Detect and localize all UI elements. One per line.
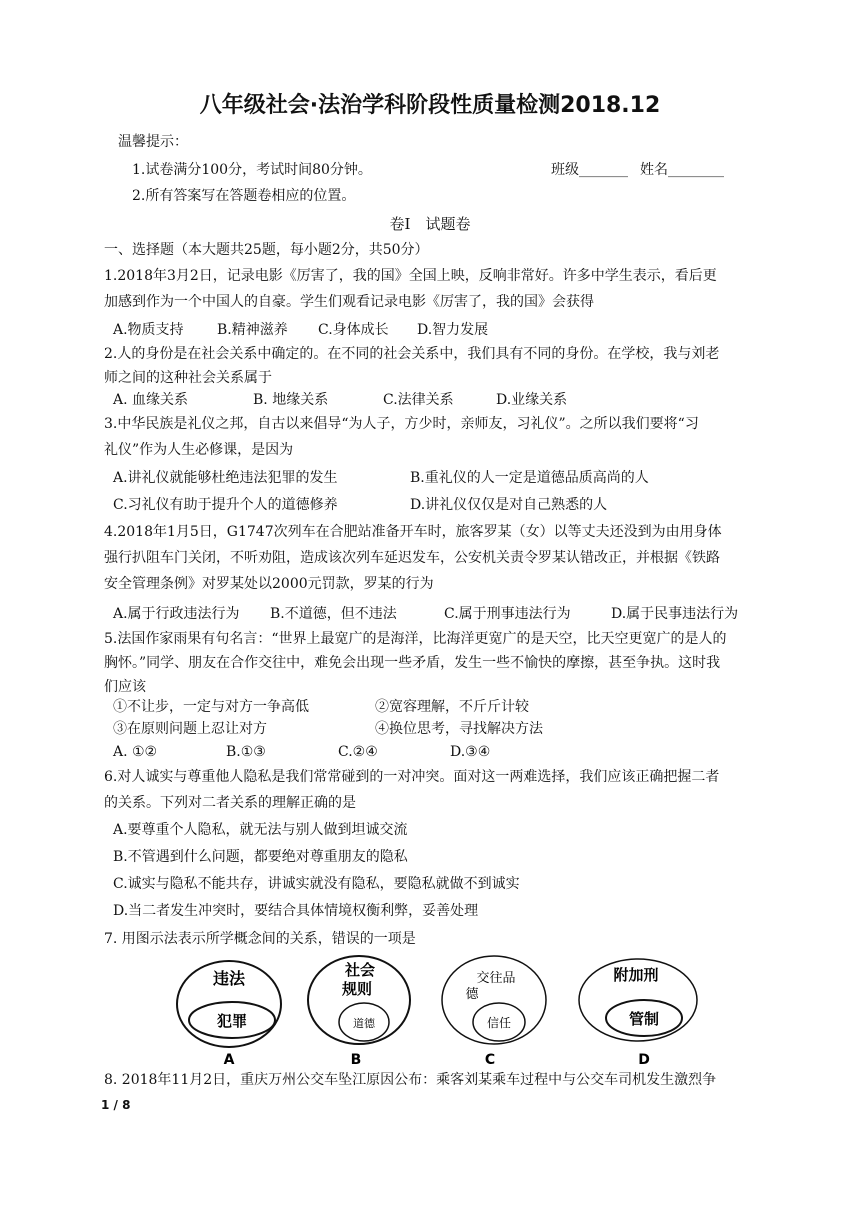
q5-option-d: D.③④ [450,744,491,760]
question-2-line-2: 师之间的这种社会关系属于 [104,370,272,386]
diagram-c-inner-label: 信任 [486,1016,512,1030]
page-title: 八年级社会·法治学科阶段性质量检测2018.12 [199,93,661,118]
diagram-b-letter: B [350,1052,362,1068]
q3-option-c: C.习礼仪有助于提升个人的道德修养 [113,497,338,513]
question-5-line-2: 胸怀。”同学、朋友在合作交往中，难免会出现一些矛盾，发生一些不愉快的摩擦，甚至争执。这时我 [104,655,721,671]
q4-option-a: A.属于行政违法行为 [113,606,240,622]
question-4-line-2: 强行扒阻车门关闭，不听劝阻，造成该次列车延迟发车，公安机关责令罗某认错改正，并根据《铁路 [104,550,720,566]
tips-label: 温馨提示： [118,134,188,150]
diagram-b-outer-label-1: 社会 [344,961,376,979]
diagram-a-letter: A [223,1052,235,1068]
question-2-line-1: 2.人的身份是在社会关系中确定的。在不同的社会关系中，我们具有不同的身份。在学校，我与刘老 [104,346,720,362]
q6-option-b: B.不管遇到什么问题，都要绝对尊重朋友的隐私 [113,849,408,865]
diagram-b-outer-label-2: 规则 [341,980,373,998]
diagram-c-outer-label-1: 交往品 [476,971,516,986]
q5-option-b: B.①③ [226,744,266,760]
q5-statement-3: ③在原则问题上忍让对方 [113,721,267,737]
q6-option-c: C.诚实与隐私不能共存，讲诚实就没有隐私，要隐私就做不到诚实 [113,876,520,892]
q4-option-d: D.属于民事违法行为 [611,606,739,622]
question-1-line-2: 加感到作为一个中国人的自豪。学生们观看记录电影《厉害了，我的国》会获得 [104,294,594,310]
q4-option-b: B.不道德，但不违法 [270,606,397,622]
diagram-b-inner-label: 道德 [353,1017,375,1030]
class-field: 班级_______ [551,162,628,178]
diagram-c-outer-label-2: 德 [465,987,479,1002]
question-4-line-3: 安全管理条例》对罗某处以2000元罚款，罗某的行为 [104,576,434,592]
q3-option-a: A.讲礼仪就能够杜绝违法犯罪的发生 [113,470,338,486]
name-field: 姓名________ [640,162,724,178]
tip-1: 1.试卷满分100分，考试时间80分钟。 [132,162,372,178]
q4-option-c: C.属于刑事违法行为 [444,606,571,622]
question-6-line-1: 6.对人诚实与尊重他人隐私是我们常常碰到的一对冲突。面对这一两难选择，我们应该正确把握二者 [104,769,720,785]
question-3-line-2: 礼仪”作为人生必修课，是因为 [104,442,294,458]
q6-option-a: A.要尊重个人隐私，就无法与别人做到坦诚交流 [113,822,408,838]
page-number: 1 / 8 [101,1098,131,1112]
question-1-line-1: 1.2018年3月2日，记录电影《厉害了，我的国》全国上映，反响非常好。许多中学生表示，看后更 [104,268,717,284]
q3-option-d: D.讲礼仪仅仅是对自己熟悉的人 [410,497,608,513]
q2-option-c: C.法律关系 [383,392,454,408]
diagram-c-letter: C [484,1052,496,1068]
q2-option-b: B. 地缘关系 [253,392,329,408]
diagram-a-outer-label: 违法 [212,969,246,988]
question-3-line-1: 3.中华民族是礼仪之邦，自古以来倡导“为人子，方少时，亲师友，习礼仪”。之所以我们要将“习 [104,416,699,432]
diagram-d-inner-label: 管制 [628,1010,660,1028]
question-5-line-3: 们应该 [104,679,146,695]
q6-option-d: D.当二者发生冲突时，要结合具体情境权衡利弊，妥善处理 [113,903,479,919]
q5-statement-2: ②宽容理解，不斤斤计较 [375,699,529,715]
q3-option-b: B.重礼仪的人一定是道德品质高尚的人 [410,470,649,486]
q1-option-a: A.物质支持 [113,322,184,338]
question-4-line-1: 4.2018年1月5日，G1747次列车在合肥站准备开车时，旅客罗某（女）以等丈夫还没到为由用身体 [104,524,722,540]
question-8-line-1: 8. 2018年11月2日，重庆万州公交车坠江原因公布：乘客刘某乘车过程中与公交车司机发生激烈争 [104,1072,717,1088]
question-7-line-1: 7. 用图示法表示所学概念间的关系，错误的一项是 [104,931,416,947]
question-5-line-1: 5.法国作家雨果有句名言：“世界上最宽广的是海洋，比海洋更宽广的是天空，比天空更宽广的是人的 [104,631,727,647]
q1-option-b: B.精神滋养 [217,322,288,338]
q2-option-a: A. 血缘关系 [113,392,189,408]
diagram-d-outer-label: 附加刑 [613,966,659,984]
q5-option-c: C.②④ [338,744,378,760]
diagram-b [308,956,410,1068]
concept-diagrams [170,952,710,1070]
q5-statement-4: ④换位思考，寻找解决方法 [375,721,543,737]
diagram-d-letter: D [638,1052,650,1068]
q5-statement-1: ①不让步，一定与对方一争高低 [113,699,309,715]
q5-option-a: A. ①② [113,744,158,760]
q1-option-d: D.智力发展 [417,322,489,338]
part-title: 一、选择题（本大题共25题，每小题2分，共50分） [104,242,429,258]
section-title: 卷Ⅰ 试题卷 [389,215,471,233]
diagram-a [177,961,281,1068]
q2-option-d: D.业缘关系 [496,392,568,408]
diagram-c [442,956,546,1068]
question-6-line-2: 的关系。下列对二者关系的理解正确的是 [104,795,356,811]
tip-2: 2.所有答案写在答题卷相应的位置。 [132,188,356,204]
q1-option-c: C.身体成长 [318,322,389,338]
diagram-a-inner-label: 犯罪 [216,1012,248,1030]
diagram-d [579,959,697,1068]
